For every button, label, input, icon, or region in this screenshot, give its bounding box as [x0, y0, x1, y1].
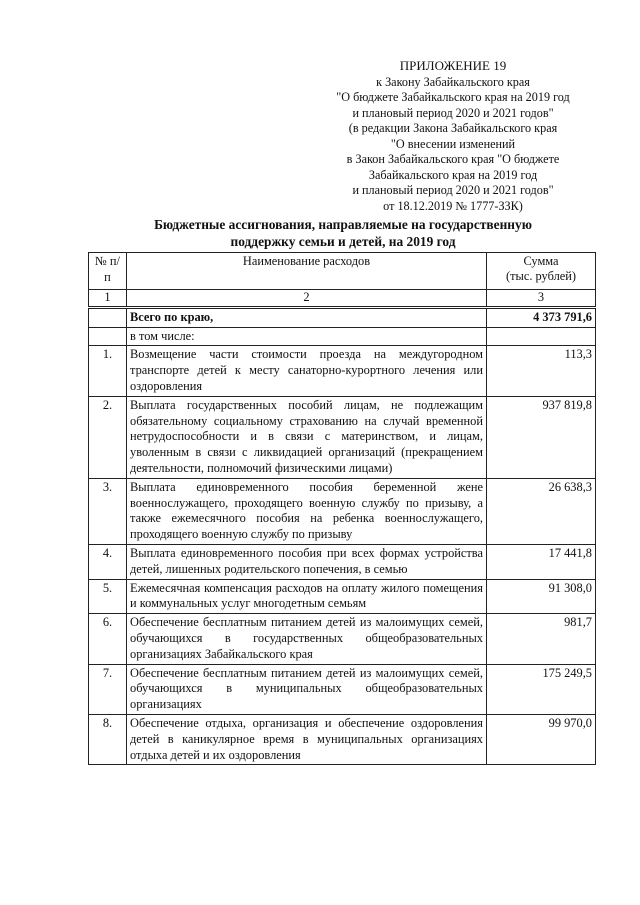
header-num: № п/п	[89, 253, 127, 290]
row-name: Выплата единовременного пособия беременной жене военнослужащего, проходящего военную службу по призыву, а также ежемесячного пособия на ребенка военнослужащего, проходящего военную службу по призыву	[127, 478, 487, 544]
header-line: Забайкальского края на 2019 год	[368, 167, 538, 182]
total-num	[89, 307, 127, 327]
appendix-number: ПРИЛОЖЕНИЕ 19	[399, 58, 507, 73]
title-line-2: поддержку семьи и детей, на 2019 год	[230, 234, 456, 249]
header-line: (в редакции Закона Забайкальского края	[348, 121, 558, 135]
row-sum: 113,3	[487, 346, 596, 396]
table-row	[89, 478, 596, 544]
row-name: Выплата единовременного пособия при всех формах устройства детей, лишенных родительского попечения, в семью	[127, 544, 487, 579]
row-name: Обеспечение бесплатным питанием детей из малоимущих семей, обучающихся в муниципальных общеобразовательных организациях	[127, 664, 487, 714]
header-line: "О внесении изменений	[390, 136, 516, 151]
total-sum: 4 373 791,6	[487, 307, 596, 327]
row-sum: 17 441,8	[487, 544, 596, 579]
row-name: Обеспечение бесплатным питанием детей из малоимущих семей, обучающихся в государственных общеобразовательных организациях Забайкальского края	[127, 614, 487, 664]
header-sum-line1: Сумма	[523, 254, 559, 268]
row-name: Обеспечение отдыха, организация и обеспечение оздоровления детей в каникулярное время в муниципальных организациях отдыха детей и их оздоровления	[127, 714, 487, 764]
column-index: 1	[89, 290, 127, 308]
title-line-1: Бюджетные ассигнования, направляемые на государственную	[154, 217, 532, 232]
row-num: 7.	[89, 664, 127, 714]
table-row	[89, 396, 596, 478]
column-index-row	[89, 290, 596, 308]
header-sum	[487, 253, 596, 290]
table-row	[89, 544, 596, 579]
including-row	[89, 327, 596, 346]
row-name: Ежемесячная компенсация расходов на оплату жилого помещения и коммунальных услуг многодетным семьям	[127, 579, 487, 614]
row-num: 6.	[89, 614, 127, 664]
row-sum: 91 308,0	[487, 579, 596, 614]
header-line: в Закон Забайкальского края "О бюджете	[346, 152, 560, 166]
table-row	[89, 614, 596, 664]
row-sum: 175 249,5	[487, 664, 596, 714]
column-index: 3	[487, 290, 596, 308]
row-num: 5.	[89, 579, 127, 614]
row-num: 8.	[89, 714, 127, 764]
total-row	[89, 307, 596, 327]
row-name: Возмещение части стоимости проезда на междугородном транспорте детей к месту санаторно-курортного лечения или оздоровления	[127, 346, 487, 396]
header-line: "О бюджете Забайкальского края на 2019 год	[336, 90, 570, 104]
budget-table	[88, 252, 596, 765]
table-row	[89, 664, 596, 714]
row-sum: 99 970,0	[487, 714, 596, 764]
row-num: 4.	[89, 544, 127, 579]
appendix-header	[300, 58, 606, 214]
including-sum	[487, 327, 596, 346]
table-row	[89, 579, 596, 614]
row-sum: 937 819,8	[487, 396, 596, 478]
header-line: и плановый период 2020 и 2021 годов"	[352, 183, 554, 197]
header-sum-line2: (тыс. рублей)	[505, 269, 577, 283]
row-sum: 981,7	[487, 614, 596, 664]
row-sum: 26 638,3	[487, 478, 596, 544]
row-num: 2.	[89, 396, 127, 478]
header-name: Наименование расходов	[127, 253, 487, 290]
document-title	[100, 216, 586, 250]
header-line: от 18.12.2019 № 1777-ЗЗК)	[383, 198, 523, 213]
including-num	[89, 327, 127, 346]
row-num: 1.	[89, 346, 127, 396]
row-name: Выплата государственных пособий лицам, не подлежащим обязательному социальному страхованию на случай временной нетрудоспособности и в связи с материнством, и лицам, уволенным в связи с ликвидацией организаций (прекращением деятельности, полномочий физическими лицами)	[127, 396, 487, 478]
table-row	[89, 714, 596, 764]
header-line: и плановый период 2020 и 2021 годов"	[352, 105, 554, 120]
table-row	[89, 346, 596, 396]
including-label: в том числе:	[127, 327, 487, 346]
column-index: 2	[127, 290, 487, 308]
table-header-row	[89, 253, 596, 290]
header-line: к Закону Забайкальского края	[376, 74, 530, 89]
total-label: Всего по краю,	[127, 307, 487, 327]
row-num: 3.	[89, 478, 127, 544]
